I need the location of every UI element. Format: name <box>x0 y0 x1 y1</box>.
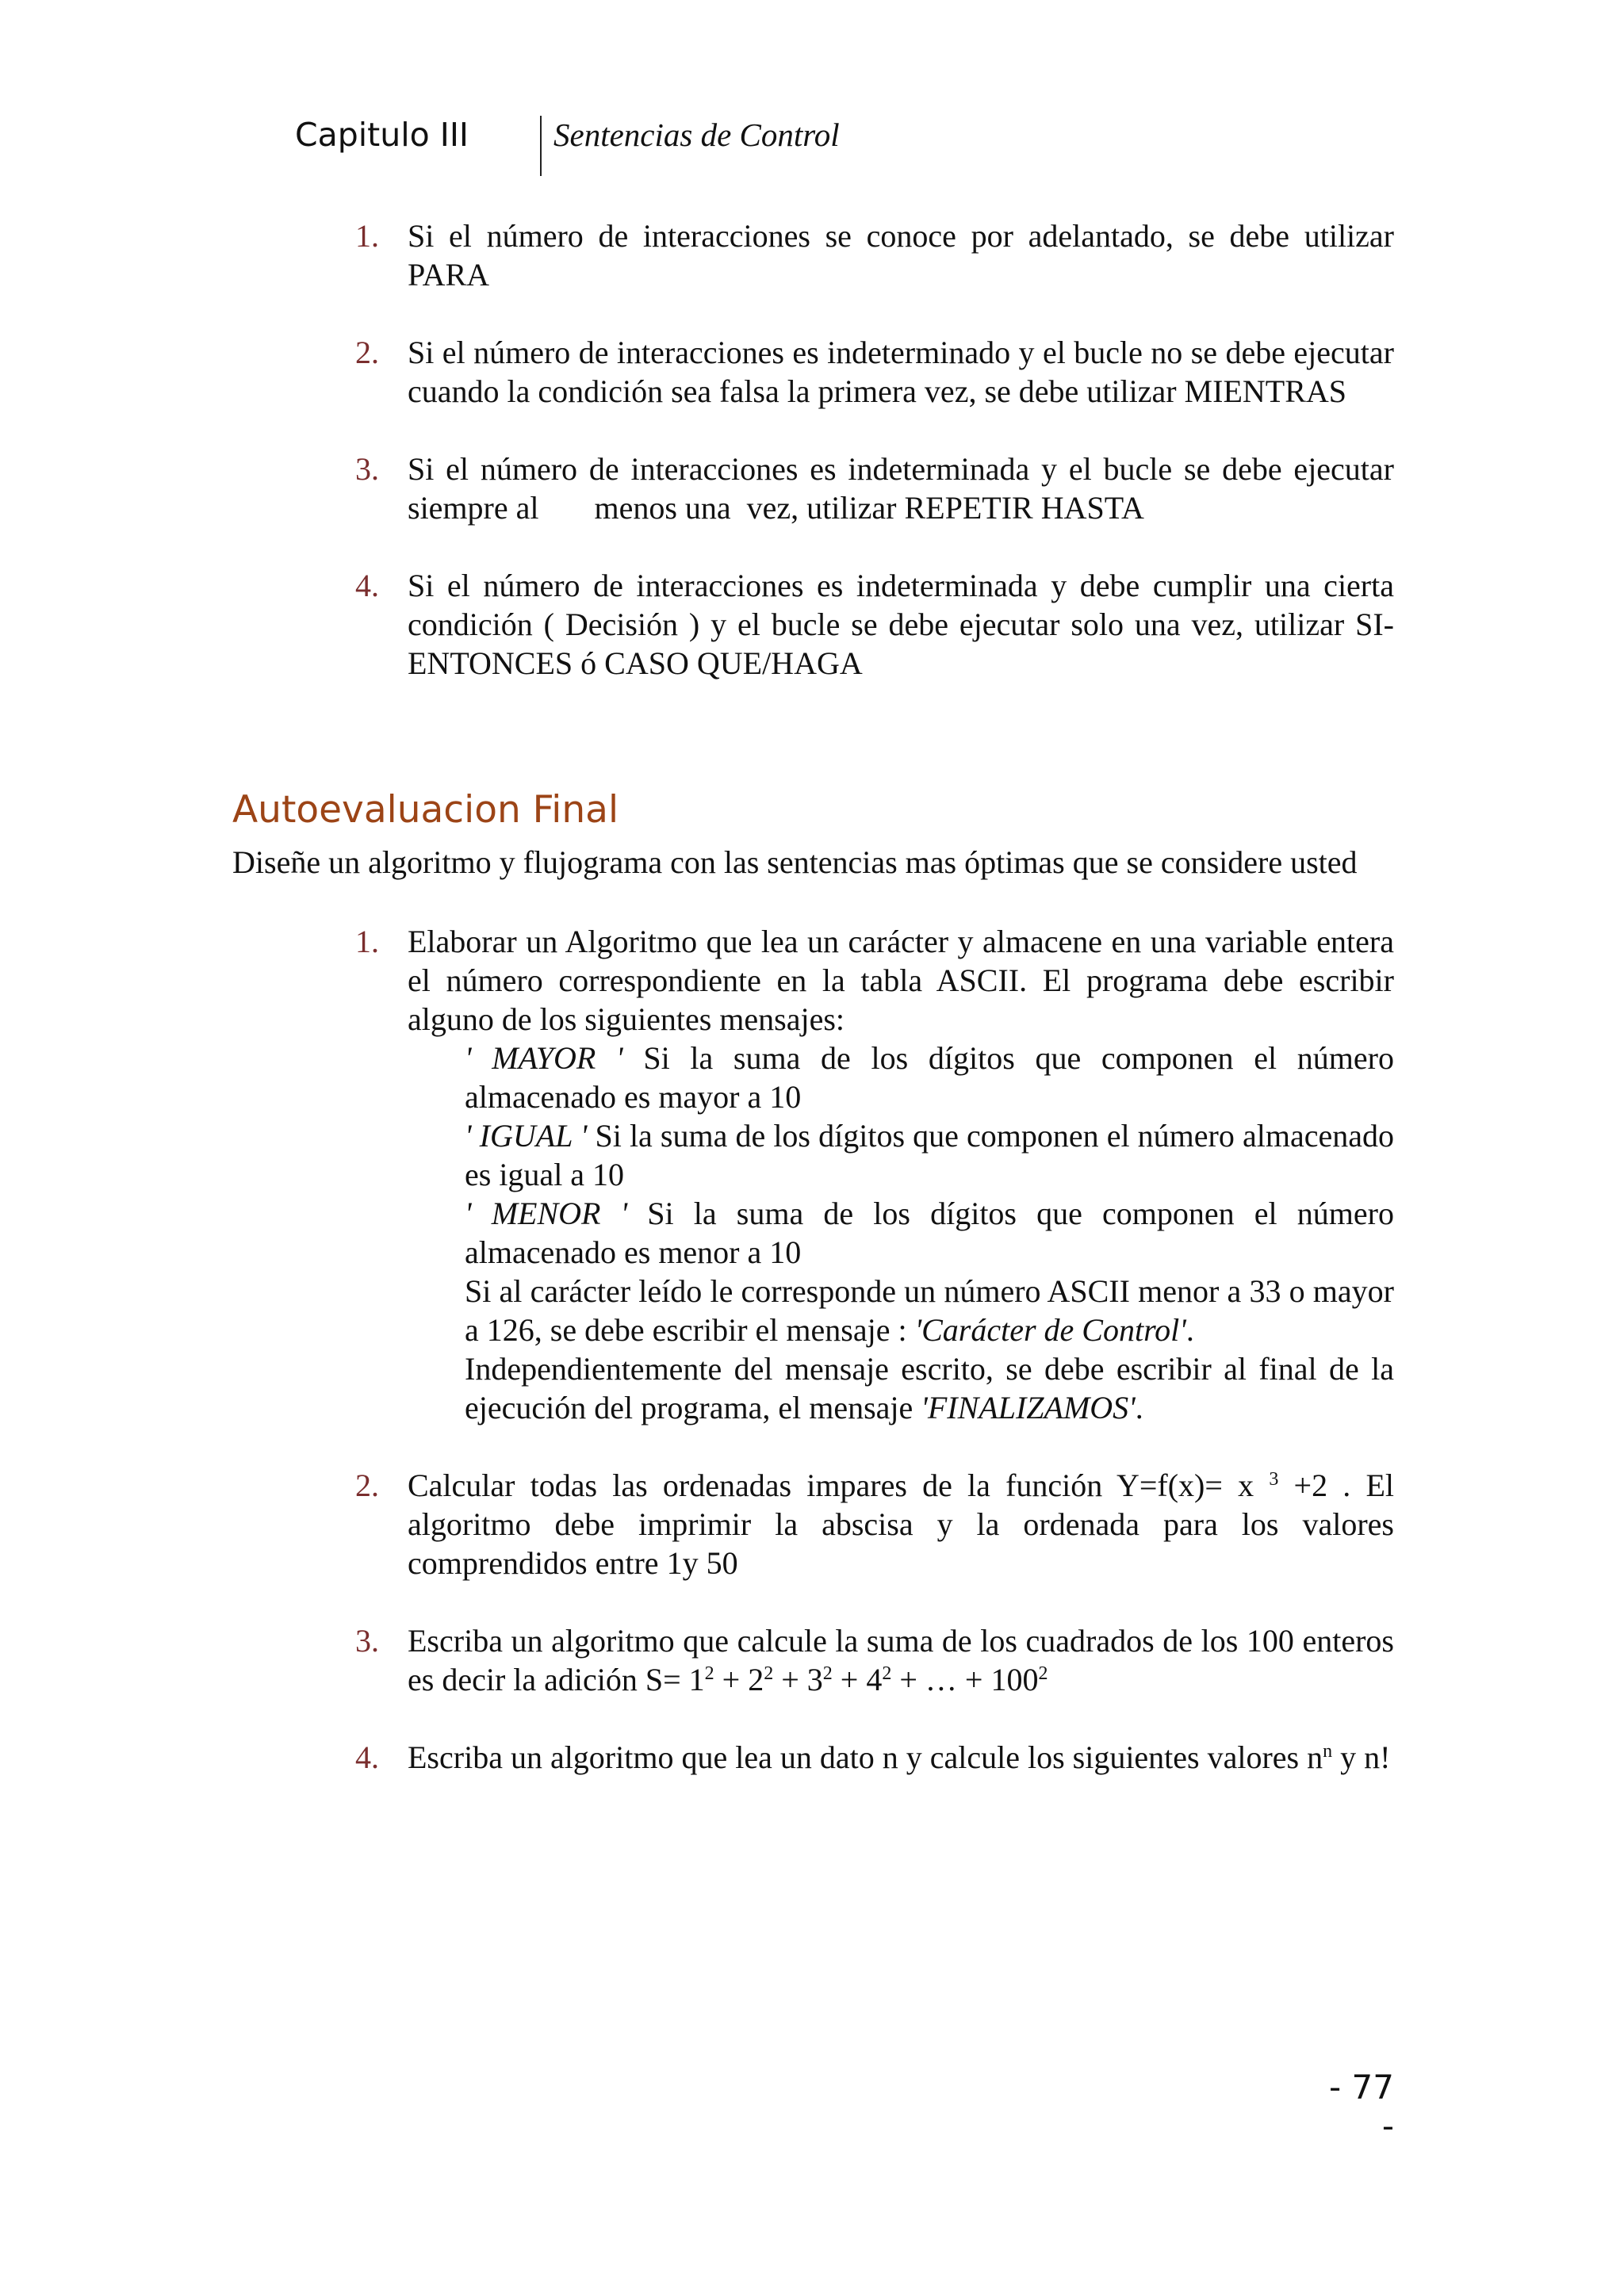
control-rules-list <box>355 216 1402 721</box>
list-item <box>355 922 1394 1427</box>
message-text: Independientemente del mensaje escrito, se debe escribir al final de la ejecución del programa, el mensaje <box>465 1351 1394 1425</box>
message-text: Si al carácter leído le corresponde un número ASCII menor a 33 o mayor a 126, se debe escribir el mensaje : <box>465 1273 1394 1348</box>
item-text: Si el número de interacciones se conoce por adelantado, se debe utilizar PARA <box>408 218 1394 293</box>
punctuation: . <box>1185 1312 1194 1348</box>
message-text: Si la suma de los dígitos que componen el número almacenado es menor a 10 <box>465 1196 1394 1270</box>
exponent: n <box>1323 1741 1333 1762</box>
text-part: + 2 <box>714 1662 764 1697</box>
message-text: Si la suma de los dígitos que componen el número almacenado es mayor a 10 <box>465 1040 1394 1115</box>
item-number: 1. <box>355 924 379 959</box>
exponent: 2 <box>1038 1663 1048 1684</box>
header-divider <box>540 116 542 176</box>
item-text: Si el número de interacciones es indeterminada y el bucle se debe ejecutar siempre al menos una vez, utilizar REPETIR HASTA <box>408 451 1402 526</box>
item-text <box>408 1621 1394 1699</box>
list-item <box>355 566 1394 683</box>
item-number: 3. <box>355 1623 379 1659</box>
message-text: Si la suma de los dígitos que componen el número almacenado es igual a 10 <box>465 1118 1394 1192</box>
message-igual <box>465 1116 1394 1194</box>
list-item <box>355 450 1402 527</box>
exponent: 2 <box>882 1663 892 1684</box>
section-intro: Diseñe un algoritmo y flujograma con las sentencias mas óptimas que se considere usted <box>232 844 1358 880</box>
message-menor <box>465 1194 1394 1272</box>
message-mayor <box>465 1039 1394 1116</box>
punctuation: . <box>1135 1390 1143 1425</box>
item-number: 4. <box>355 568 379 603</box>
text-part: + 3 <box>773 1662 823 1697</box>
item-number: 4. <box>355 1739 379 1775</box>
message-code: 'Carácter de Control' <box>914 1312 1186 1348</box>
message-final <box>465 1349 1394 1427</box>
text-part: y n! <box>1332 1739 1391 1775</box>
header-chapter: Capitulo III <box>295 116 469 154</box>
message-code: ' MAYOR ' <box>465 1040 623 1076</box>
item-number: 3. <box>355 451 379 487</box>
list-item <box>355 333 1394 411</box>
header-section-title: Sentencias de Control <box>553 117 840 153</box>
item-number: 1. <box>355 218 379 254</box>
exponent: 2 <box>822 1663 833 1684</box>
message-code: ' MENOR ' <box>465 1196 628 1231</box>
message-code: 'FINALIZAMOS' <box>921 1390 1136 1425</box>
text-part: Escriba un algoritmo que lea un dato n y calcule los siguientes valores n <box>408 1739 1323 1775</box>
page-number: - 77 - <box>1329 2068 1394 2145</box>
exponent: 2 <box>764 1663 774 1684</box>
item-text <box>408 1466 1394 1582</box>
section-heading: Autoevaluacion Final <box>232 788 619 832</box>
item-body <box>408 922 1394 1427</box>
item-text: Elaborar un Algoritmo que lea un carácter y almacene en una variable entera el número correspondiente en la tabla ASCII. El programa debe escribir alguno de los siguientes mensajes: <box>408 924 1394 1037</box>
exponent: 2 <box>704 1663 714 1684</box>
item-text <box>408 1738 1394 1777</box>
list-item <box>355 216 1394 294</box>
list-item <box>355 1738 1394 1777</box>
item-text: Si el número de interacciones es indeterminada y debe cumplir una cierta condición ( Decisión ) y el bucle se debe ejecutar solo una vez, utilizar SI-ENTONCES ó CASO QUE/HAGA <box>408 568 1394 681</box>
text-part: Calcular todas las ordenadas impares de la función Y=f(x)= x <box>408 1468 1270 1503</box>
text-part: +2 . El algoritmo debe imprimir la abscisa y la ordenada para los valores comprendidos entre 1y 50 <box>408 1468 1395 1581</box>
text-part: + … + 100 <box>891 1662 1039 1697</box>
text-part: + 4 <box>832 1662 883 1697</box>
list-item <box>355 1466 1394 1582</box>
list-item <box>355 1621 1394 1699</box>
item-number: 2. <box>355 335 379 370</box>
exponent: 3 <box>1269 1469 1279 1490</box>
message-code: ' IGUAL ' <box>465 1118 588 1154</box>
item-number: 2. <box>355 1468 379 1503</box>
text-part: Escriba un algoritmo que calcule la suma de los cuadrados de los 100 enteros es decir la adición S= 1 <box>408 1623 1394 1697</box>
exercise-list <box>355 922 1394 1816</box>
item-text: Si el número de interacciones es indeterminado y el bucle no se debe ejecutar cuando la condición sea falsa la primera vez, se debe utilizar MIENTRAS <box>408 335 1394 409</box>
message-control <box>465 1272 1394 1349</box>
